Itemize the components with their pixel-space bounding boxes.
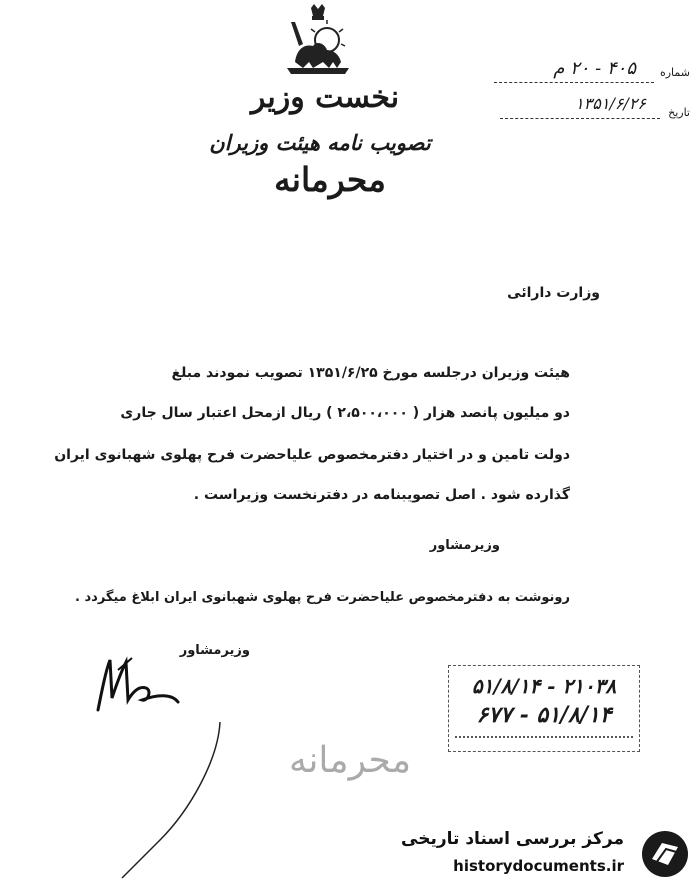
stamp-dotted-line xyxy=(455,736,633,738)
body-line-2: دو میلیون پانصد هزار ( ۲،۵۰۰،۰۰۰ ) ریال ازمحل اعتبار سال جاری xyxy=(120,405,570,421)
body-line-1: هیئت وزیران درجلسه مورخ ۱۳۵۱/۶/۲۵ تصویب نمودند مبلغ xyxy=(171,365,570,381)
cabinet-decree-heading: تصویب نامه هیئت وزیران xyxy=(209,130,431,155)
stamp-line-1: ۲۱۰۳۸ - ۵۱/۸/۱۴ xyxy=(471,674,617,698)
recipient-line: وزارت دارائی xyxy=(507,285,600,301)
signature-stroke xyxy=(120,720,240,880)
copy-note: رونوشت به دفترمخصوص علیاحضرت فرح پهلوی شهبانوی ایران ابلاغ میگردد . xyxy=(75,590,570,605)
handwritten-signature xyxy=(88,650,188,720)
date-label: تاریخ xyxy=(668,106,690,119)
confidential-heading: محرمانه xyxy=(274,160,386,199)
date-value: ۱۳۵۱/۶/۲۶ xyxy=(575,94,646,113)
archive-url: historydocuments.ir xyxy=(453,857,624,875)
second-signature-title: وزیرمشاور xyxy=(179,643,250,658)
archive-title: مرکز بررسی اسناد تاریخی xyxy=(401,829,624,849)
number-line xyxy=(494,60,654,83)
prime-minister-heading: نخست وزیر xyxy=(250,80,400,115)
lion-and-sun-emblem-icon xyxy=(283,4,353,76)
body-line-3: دولت تامین و در اختیار دفترمخصوص علیاحضرت فرح پهلوی شهبانوی ایران xyxy=(54,447,570,463)
confidential-stamp: محرمانه xyxy=(289,740,411,781)
archive-logo-icon xyxy=(640,829,690,879)
archive-watermark xyxy=(401,827,692,883)
body-line-4: گذارده شود . اصل تصویبنامه در دفترنخست وزیراست . xyxy=(193,487,570,503)
stamp-line-2: ۵۱/۸/۱۴ - ۶۷۷ xyxy=(476,702,612,728)
receipt-stamp xyxy=(448,665,640,752)
number-label: شماره xyxy=(659,66,690,79)
signature-title: وزیرمشاور xyxy=(429,538,500,553)
number-value: ۴۰۵ - ۲۰ م xyxy=(553,58,636,79)
date-line xyxy=(500,96,660,119)
